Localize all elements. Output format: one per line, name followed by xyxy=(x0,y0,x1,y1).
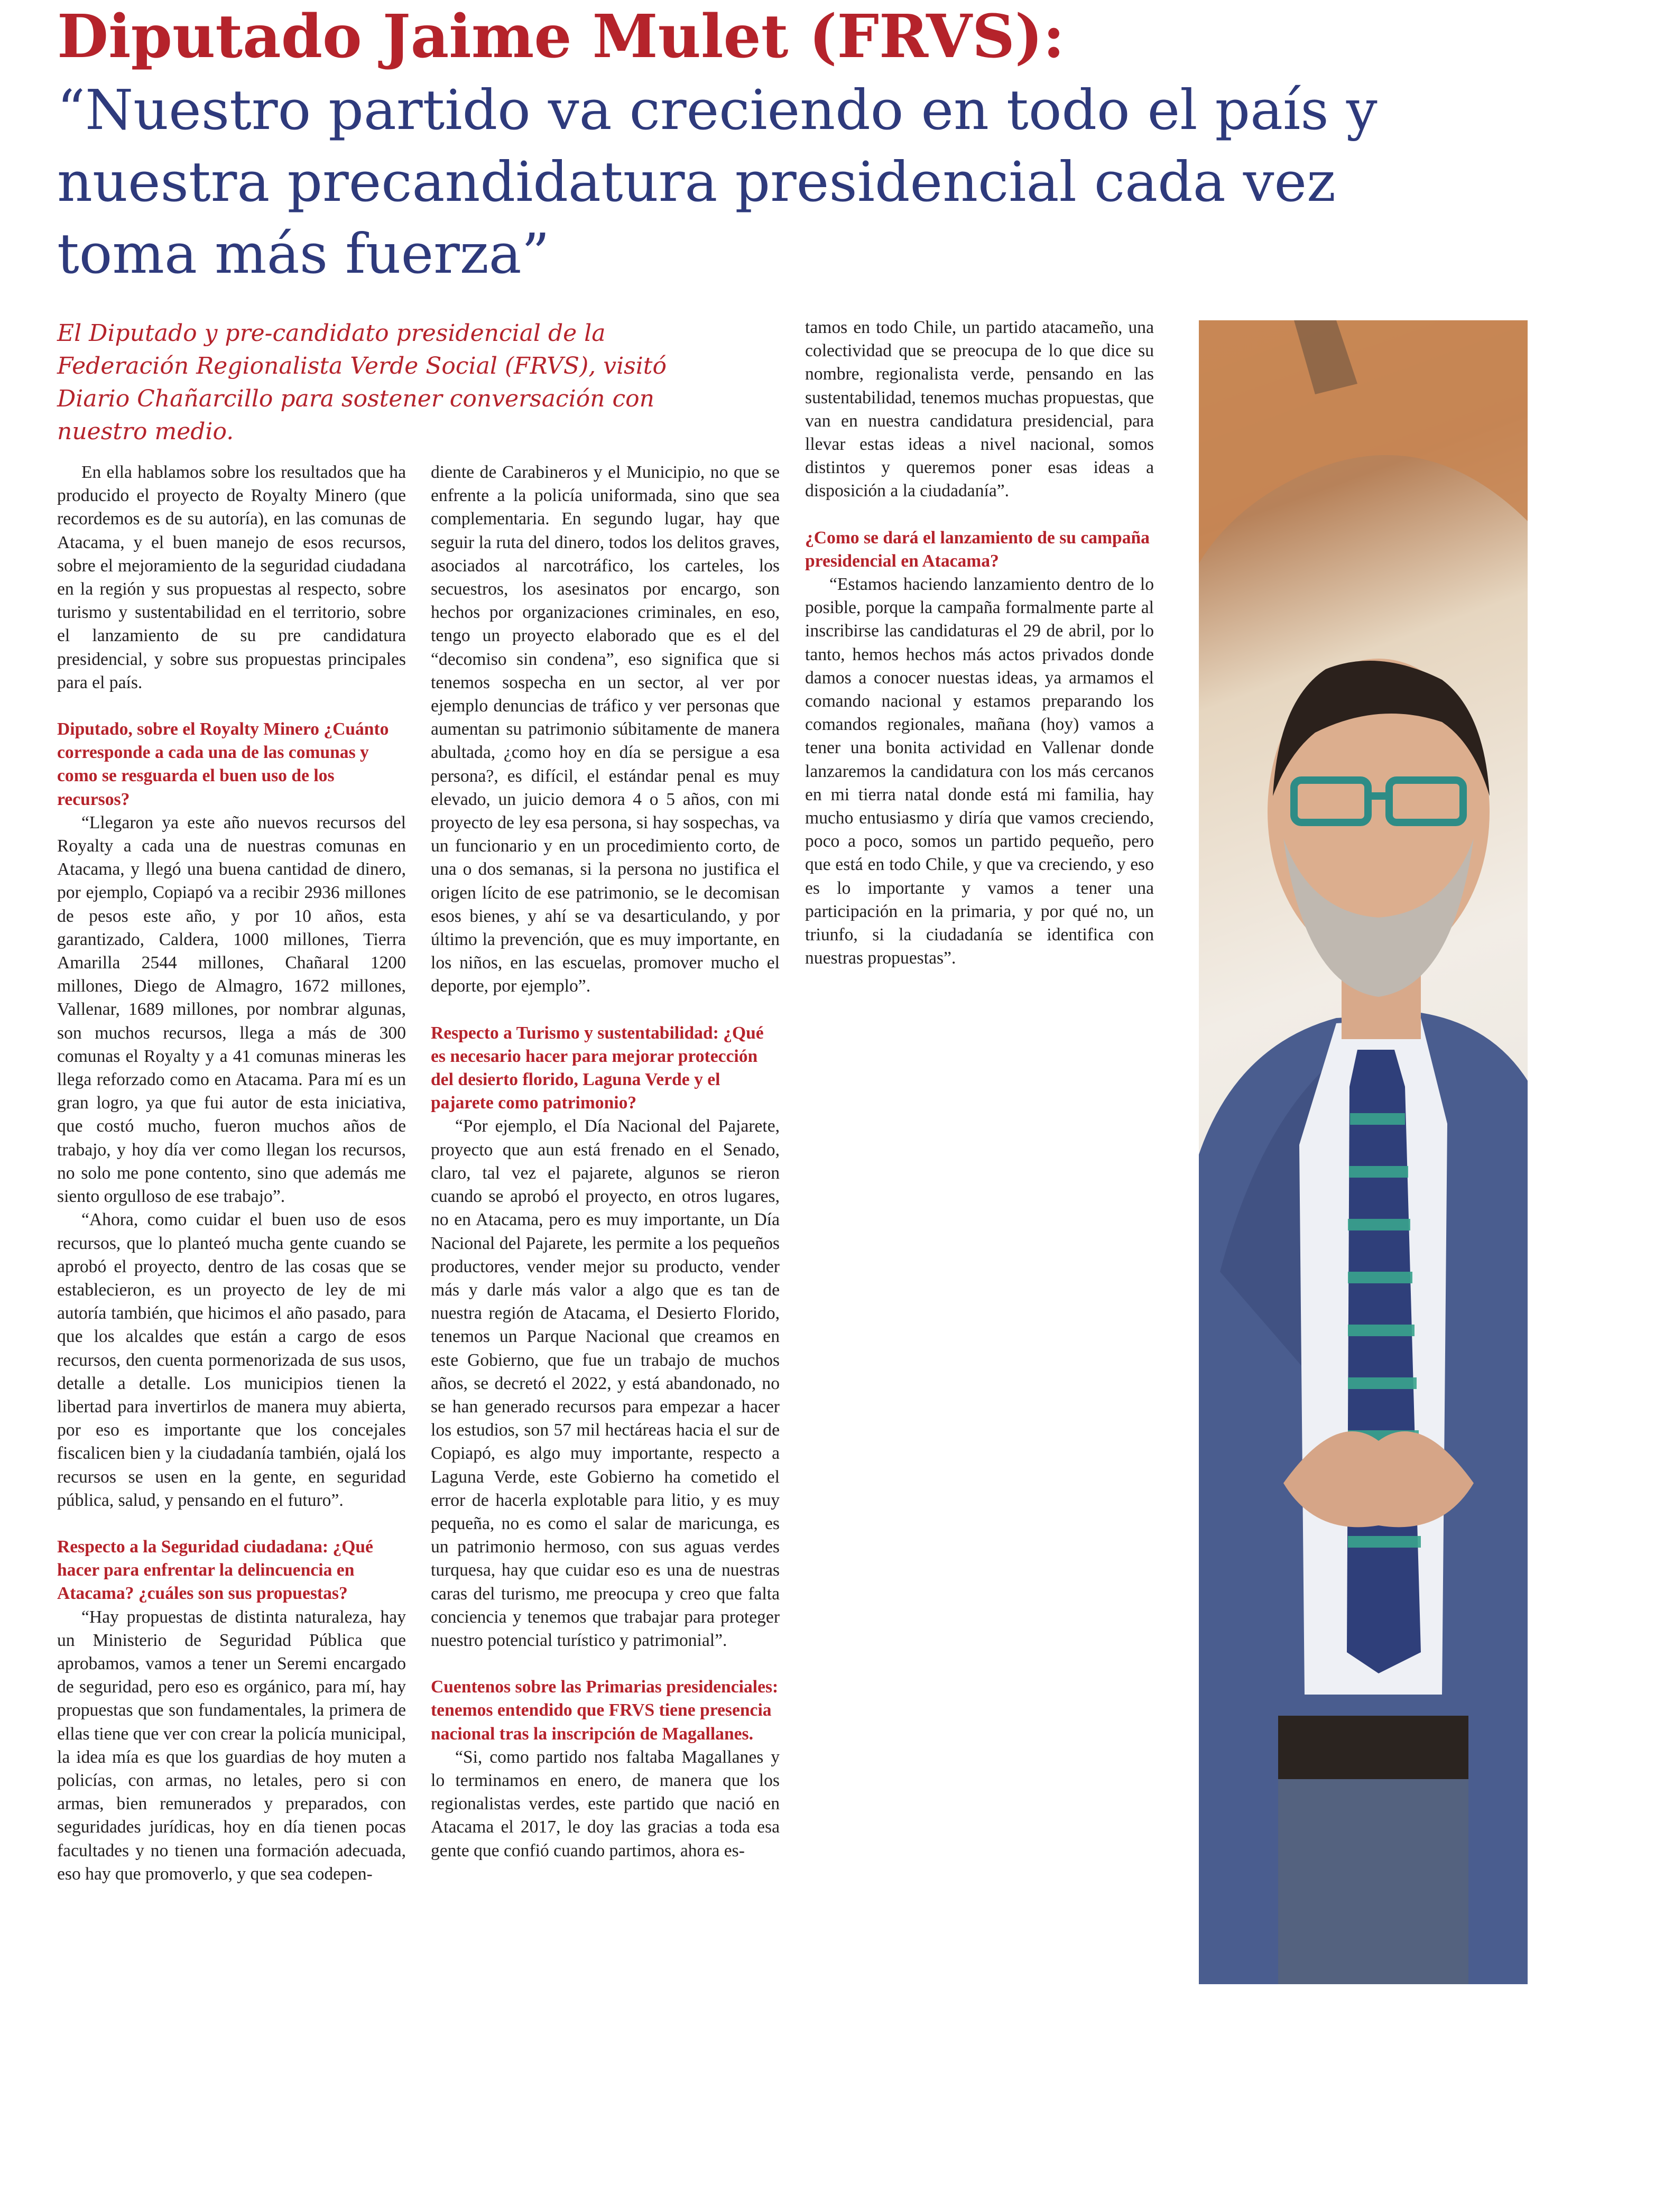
article-column-1 xyxy=(57,461,406,1886)
paragraph: “Llegaron ya este año nuevos recursos del Royalty a cada una de nuestras comunas en Atacama, y llegó una buena cantidad de dinero, por ejemplo, Copiapó va a recibir 2936 millones de pesos este año, y por 10 años, esta garantizado, Caldera, 1000 millones, Tierra Amarilla 2544 millones, Chañaral 1200 millones, Diego de Almagro, 1672 millones, Vallenar, 1689 millones, por nombrar algunas, son muchos recursos, llega a más de 300 comunas el Royalty y a 41 comunas mineras les llega reforzado como en Atacama. Para mí es un gran logro, ya que fui autor de esta iniciativa, que costó mucho, fueron muchos años de trabajo, y hoy día ver como llegan los recursos, no solo me pone contento, sino que además me siento orgulloso de ese trabajo”. xyxy=(57,812,406,1207)
headline-quote-line1: “Nuestro partido va creciendo en todo el país y xyxy=(57,78,1378,142)
paragraph: “Por ejemplo, el Día Nacional del Pajarete, proyecto que aun está frenado en el Senado, claro, tal vez el pajarete, algunos se rieron cuando se aprobó el proyecto, en otros lugares, no en Atacama, pero es muy importante, un Día Nacional del Pajarete, les permite a los pequeños productores, vender mejor su producto, vender más y darle más valor a algo que es tan de nuestra región de Atacama, el Desierto Florido, tenemos un Parque Nacional que creamos en este Gobierno, que fue un trabajo de muchos años, se decretó el 2022, y está abandonado, no se han generado recursos para empezar a hacer los estudios, son 57 mil hectáreas hacia el sur de Copiapó, es algo muy importante, respecto a Laguna Verde, este Gobierno ha cometido el error de hacerla explotable para litio, y es muy pequeña, no es como el salar de maricunga, es un patrimonio hermoso, con sus aguas verdes turquesa, hay que cuidar eso es una de nuestras caras del turismo, me preocupa y creo que falta conciencia y tenemos que trabajar para proteger nuestro potencial turístico y patrimonial”. xyxy=(431,1116,780,1650)
headline-name: Diputado Jaime Mulet (FRVS): xyxy=(57,2,1065,71)
portrait-illustration xyxy=(1199,320,1528,1984)
paragraph: “Hay propuestas de distinta naturaleza, hay un Ministerio de Seguridad Pública que aprobamos, vamos a tener un Seremi encargado de seguridad, pero eso es orgánico, para mí, hay propuestas que son fundamentales, la primera de ellas tiene que ver con crear la policía municipal, la idea mía es que los guardias de hoy muten a policías, con armas, no letales, pero si con armas, bien remunerados y preparados, con seguridades jurídicas, hoy en día tienen pocas facultades y no tienen una formación adecuada, eso hay que promoverlo, y que sea codepen- xyxy=(57,1607,406,1884)
question-heading: Diputado, sobre el Royalty Minero ¿Cuánto corresponde a cada una de las comunas y como se resguarda el buen uso de los recursos? xyxy=(57,719,389,809)
paragraph: “Ahora, como cuidar el buen uso de esos recursos, que lo planteó mucha gente cuando se aprobó el proyecto, dentro de las cosas que se establecieron, es un proyecto de ley de mi autoría también, que hicimos el año pasado, para que los alcaldes que están a cargo de esos recursos, den cuenta pormenorizada de sus usos, detalle a detalle. Los municipios tienen la libertad para invertirlos de manera muy abierta, por eso es importante que los concejales fiscalicen bien y la ciudadanía también, ojalá los recursos se usen en la gente, en seguridad pública, salud, y pensando en el futuro”. xyxy=(57,1210,406,1510)
paragraph: diente de Carabineros y el Municipio, no que se enfrente a la policía uniformada, sino que sea complementaria. En segundo lugar, hay que seguir la ruta del dinero, todos los delitos graves, asociados al narcotráfico, los carteles, los secuestros, los asesinatos por encargo, son hechos por organizaciones criminales, en eso, tengo un proyecto elaborado que es el del “decomiso sin condena”, eso significa que si tenemos sospecha en un sector, al ver por ejemplo denuncias de tráfico y ver personas que aumentan su patrimonio súbitamente de manera abultada, ¿como hoy en día se persigue a esa persona?, es difícil, el estándar penal es muy elevado, un juicio demora 4 o 5 años, con mi proyecto de ley esa persona, si hay sospechas, va un funcionario y en un procedimiento corto, de una o dos semanas, si la persona no justifica el origen lícito de ese patrimonio, se le decomisan esos bienes, y ahí se va desarticulando, y por último la prevención, que es muy importante, en los niños, en las escuelas, promover mucho el deporte, por ejemplo”. xyxy=(431,462,780,996)
headline xyxy=(57,0,1601,290)
question-heading: Respecto a Turismo y sustentabilidad: ¿Qué es necesario hacer para mejorar protección del desierto florido, Laguna Verde y el pajarete como patrimonio? xyxy=(431,1023,764,1113)
article-column-3 xyxy=(805,316,1154,970)
paragraph: “Si, como partido nos faltaba Magallanes y lo terminamos en enero, de manera que los regionalistas verdes, este partido que nació en Atacama el 2017, le doy las gracias a toda esa gente que confió cuando partimos, ahora es- xyxy=(431,1747,780,1861)
article-column-2 xyxy=(431,461,780,1863)
question-heading: Respecto a la Seguridad ciudadana: ¿Qué hacer para enfrentar la delincuencia en Atacama? ¿cuáles son sus propuestas? xyxy=(57,1537,373,1604)
paragraph: En ella hablamos sobre los resultados que ha producido el proyecto de Royalty Minero (que recordemos es de su autoría), en las comunas de Atacama, y el buen manejo de esos recursos, sobre el mejoramiento de la seguridad ciudadana en la región y sus propuestas al respecto, sobre turismo y sustentabilidad en el territorio, sobre el lanzamiento de su pre candidatura presidencial, y sobre sus propuestas principales para el país. xyxy=(57,462,406,692)
headline-quote-line3: toma más fuerza” xyxy=(57,221,550,286)
headline-quote-line2: nuestra precandidatura presidencial cada vez xyxy=(57,150,1336,214)
question-heading: Cuentenos sobre las Primarias presidenciales: tenemos entendido que FRVS tiene presencia nacional tras la inscripción de Magallanes. xyxy=(431,1677,779,1744)
portrait-photo xyxy=(1199,320,1528,1984)
intro-lede: El Diputado y pre-candidato presidencial de la Federación Regionalista Verde Social (FRVS), visitó Diario Chañarcillo para sostener conversación con nuestro medio. xyxy=(57,320,667,445)
paragraph: tamos en todo Chile, un partido atacameño, una colectividad que se preocupa de lo que dice su nombre, regionalista verde, pensando en las sustentabilidad, tenemos muchas propuestas, que van en nuestra candidatura presidencial, para llevar estas ideas a nivel nacional, somos distintos y queremos poner esas ideas a disposición a la ciudadanía”. xyxy=(805,318,1154,501)
paragraph: “Estamos haciendo lanzamiento dentro de lo posible, porque la campaña formalmente parte al inscribirse las candidaturas el 29 de abril, por lo tanto, hemos hechos más actos privados donde damos a conocer nuestas ideas, ya armamos el comando nacional y estamos preparando los comandos regionales, mañana (hoy) vamos a tener una bonita actividad en Vallenar donde lanzaremos la candidatura con los más cercanos en mi tierra natal donde está mi familia, hay mucho entusiasmo y diría que vamos creciendo, poco a poco, somos un partido pequeño, pero que está en todo Chile, y que va creciendo, y eso es lo importante y vamos a tener una participación en la primaria, y por qué no, un triunfo, si la ciudadanía se identifica con nuestras propuestas”. xyxy=(805,575,1154,968)
question-heading: ¿Como se dará el lanzamiento de su campaña presidencial en Atacama? xyxy=(805,527,1150,571)
